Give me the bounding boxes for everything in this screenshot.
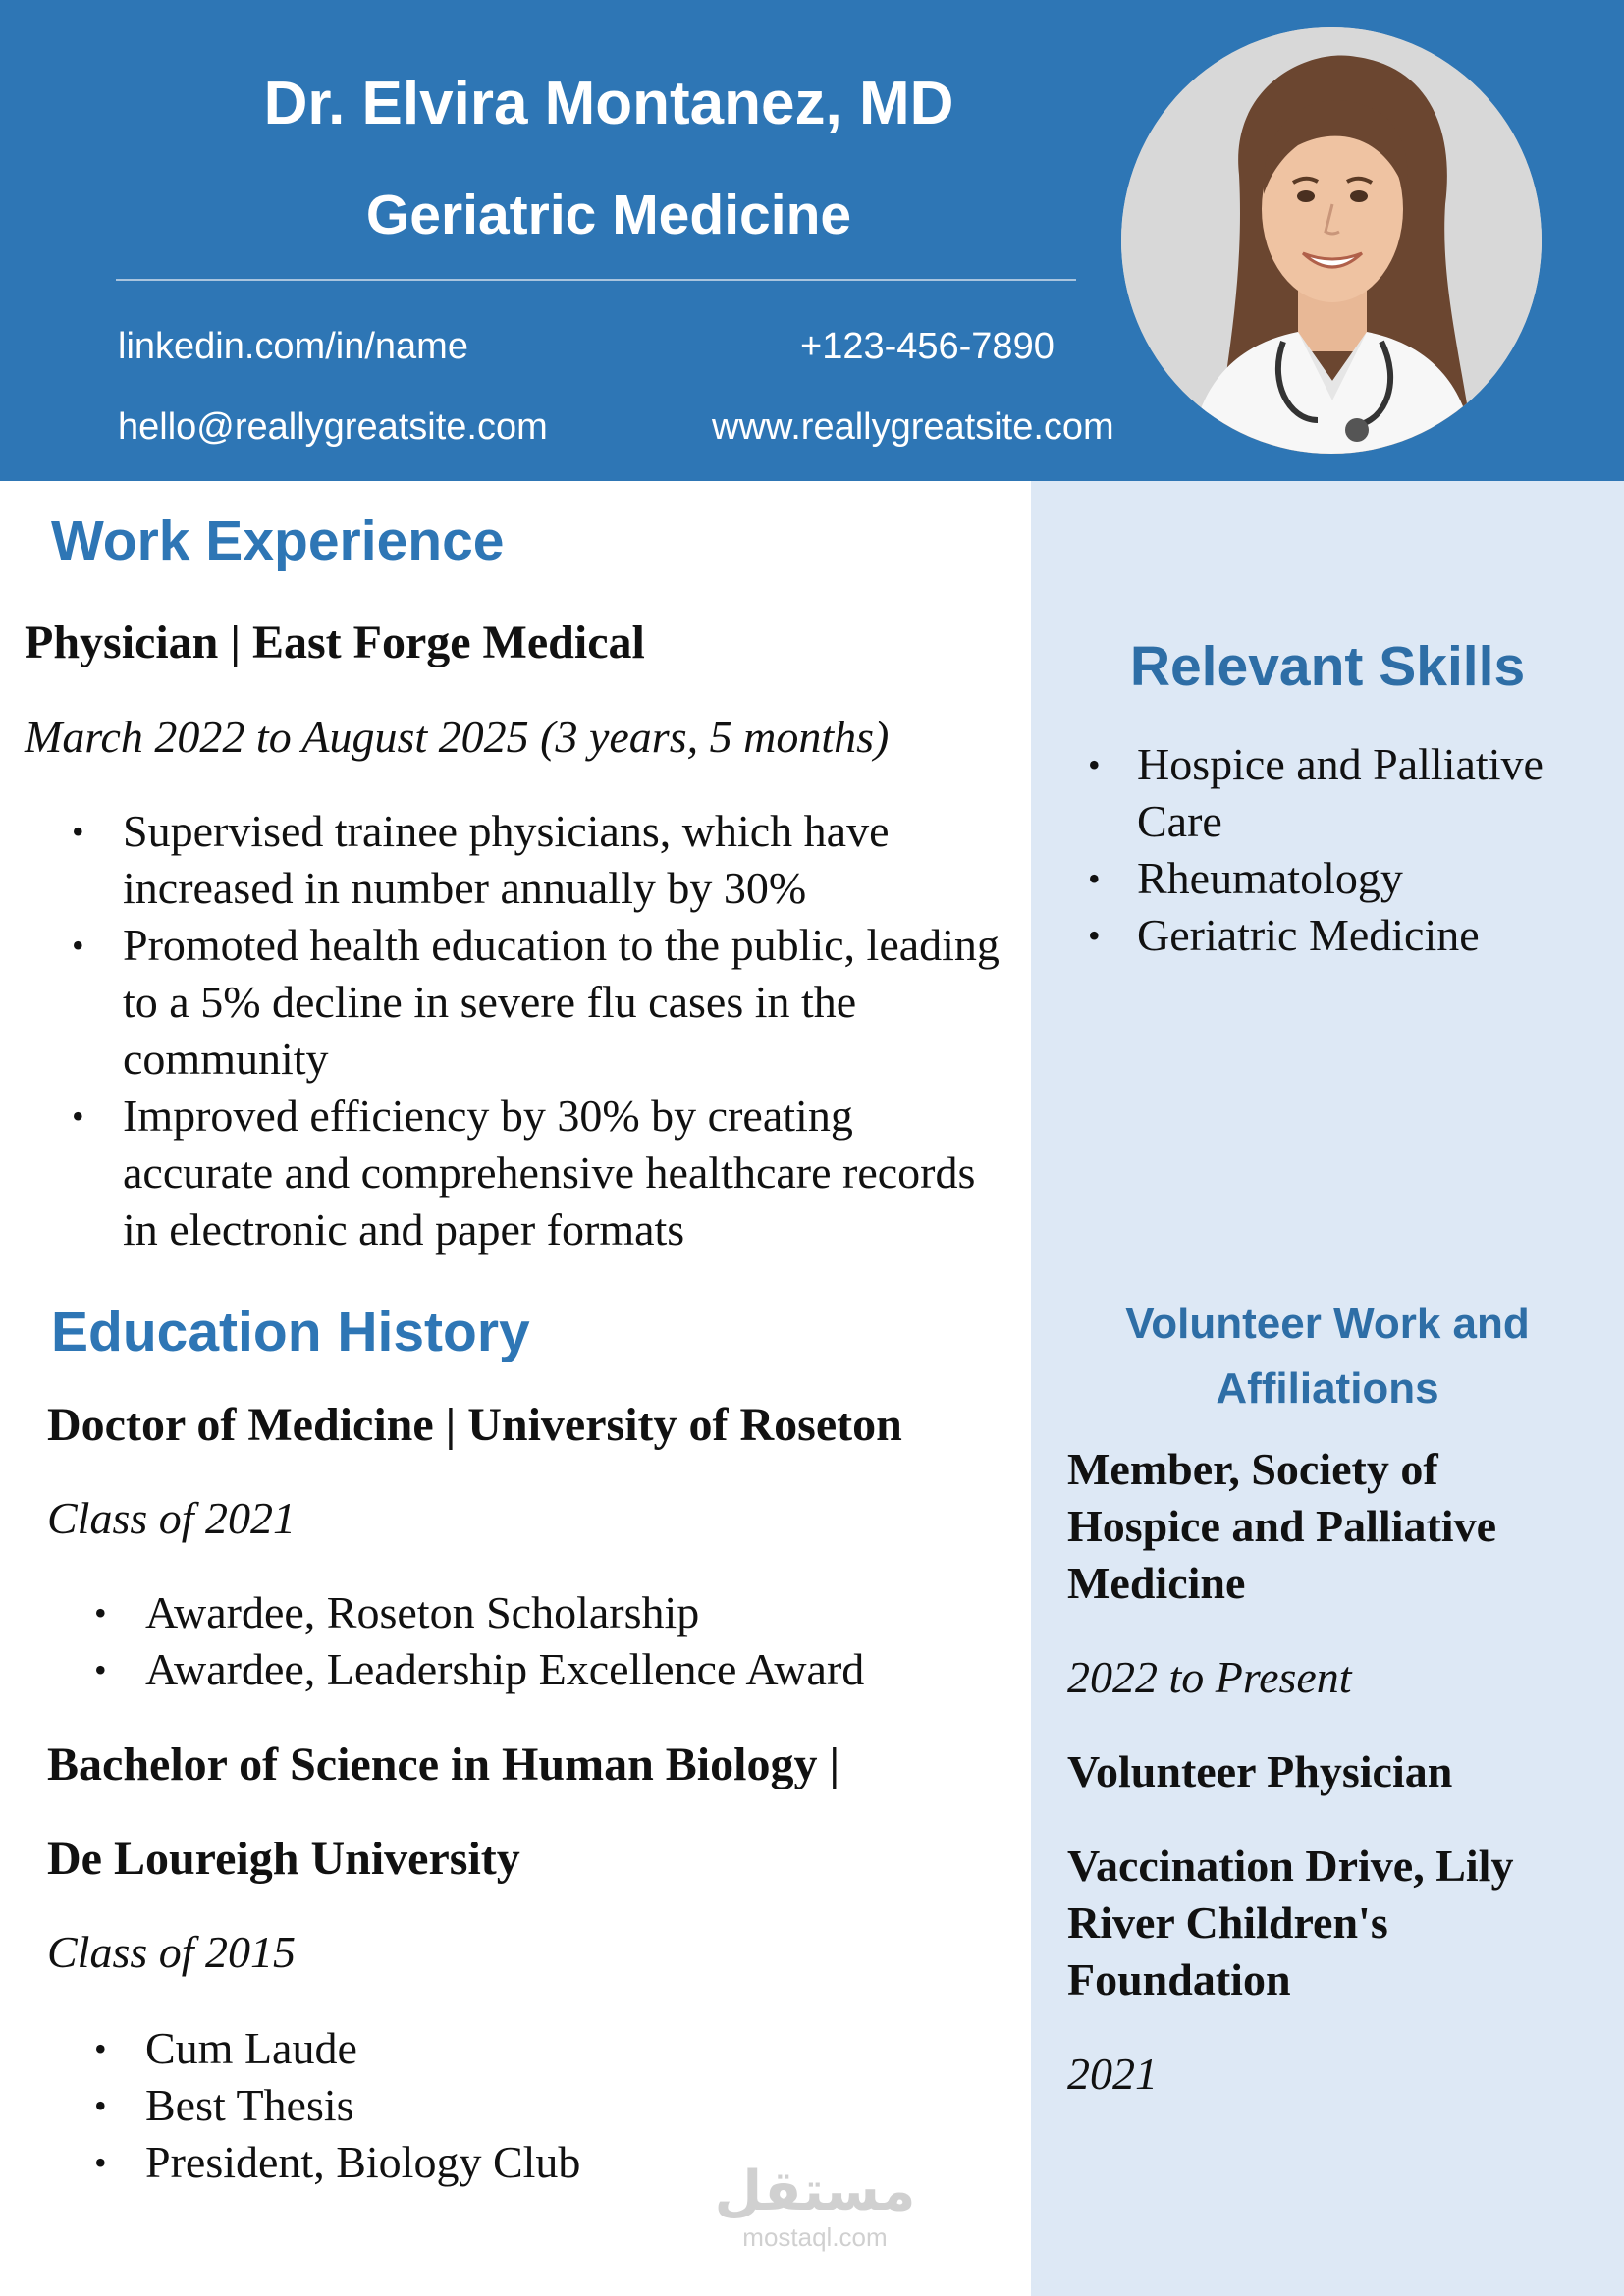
volunteer-entry-subtitle: Vaccination Drive, Lily River Children's Foundation	[1067, 1841, 1514, 2004]
phone-number: +123-456-7890	[800, 326, 1055, 367]
list-item: • Awardee, Leadership Excellence Award	[94, 1641, 978, 1698]
degree-title: Doctor of Medicine | University of Roseton	[47, 1399, 902, 1451]
volunteer-entry-dates: 2022 to Present	[1067, 1652, 1352, 1702]
watermark-arabic: مستقل	[714, 2160, 916, 2221]
skills-heading: Relevant Skills	[1129, 635, 1526, 698]
volunteer-entry-dates: 2021	[1067, 2049, 1158, 2099]
header-divider	[116, 279, 1076, 281]
watermark	[707, 2160, 923, 2252]
list-item: • Awardee, Roseton Scholarship	[94, 1584, 978, 1641]
volunteer-heading: Volunteer Work and Affiliations	[1125, 1300, 1530, 1413]
work-bullets	[72, 803, 1004, 1258]
email-link[interactable]: hello@reallygreatsite.com	[118, 406, 548, 448]
work-experience-heading: Work Experience	[51, 509, 505, 572]
degree-institution: De Loureigh University	[47, 1833, 520, 1885]
specialty-title: Geriatric Medicine	[365, 184, 852, 246]
list-item: • Promoted health education to the public, leading to a 5% decline in severe flu cases in the community	[72, 917, 1004, 1088]
list-item: • Supervised trainee physicians, which have increased in number annually by 30%	[72, 803, 1004, 917]
job-dates: March 2022 to August 2025 (3 years, 5 months)	[25, 712, 890, 762]
doctor-name: Dr. Elvira Montanez, MD	[263, 70, 954, 137]
profile-photo	[1121, 27, 1542, 454]
linkedin-link[interactable]: linkedin.com/in/name	[118, 326, 468, 367]
list-item: • Improved efficiency by 30% by creating accurate and comprehensive healthcare records in electronic and paper formats	[72, 1088, 1004, 1258]
class-year: Class of 2021	[47, 1493, 297, 1543]
skills-list	[1088, 736, 1598, 964]
website-link[interactable]: www.reallygreatsite.com	[712, 406, 1114, 448]
list-item: • President, Biology Club	[94, 2134, 978, 2191]
volunteer-entry-title: Member, Society of Hospice and Palliative Medicine	[1067, 1444, 1496, 1608]
education-heading: Education History	[51, 1301, 530, 1363]
list-item: • Hospice and Palliative Care	[1088, 736, 1598, 850]
education-bullets	[94, 1584, 978, 1698]
list-item: • Best Thesis	[94, 2077, 978, 2134]
list-item: • Rheumatology	[1088, 850, 1598, 907]
class-year: Class of 2015	[47, 1927, 297, 1977]
job-title: Physician | East Forge Medical	[25, 616, 645, 668]
list-item: • Cum Laude	[94, 2020, 978, 2077]
list-item: • Geriatric Medicine	[1088, 907, 1598, 964]
watermark-latin: mostaql.com	[742, 2222, 888, 2252]
degree-title: Bachelor of Science in Human Biology |	[47, 1738, 840, 1790]
volunteer-entry-title: Volunteer Physician	[1067, 1746, 1453, 1796]
